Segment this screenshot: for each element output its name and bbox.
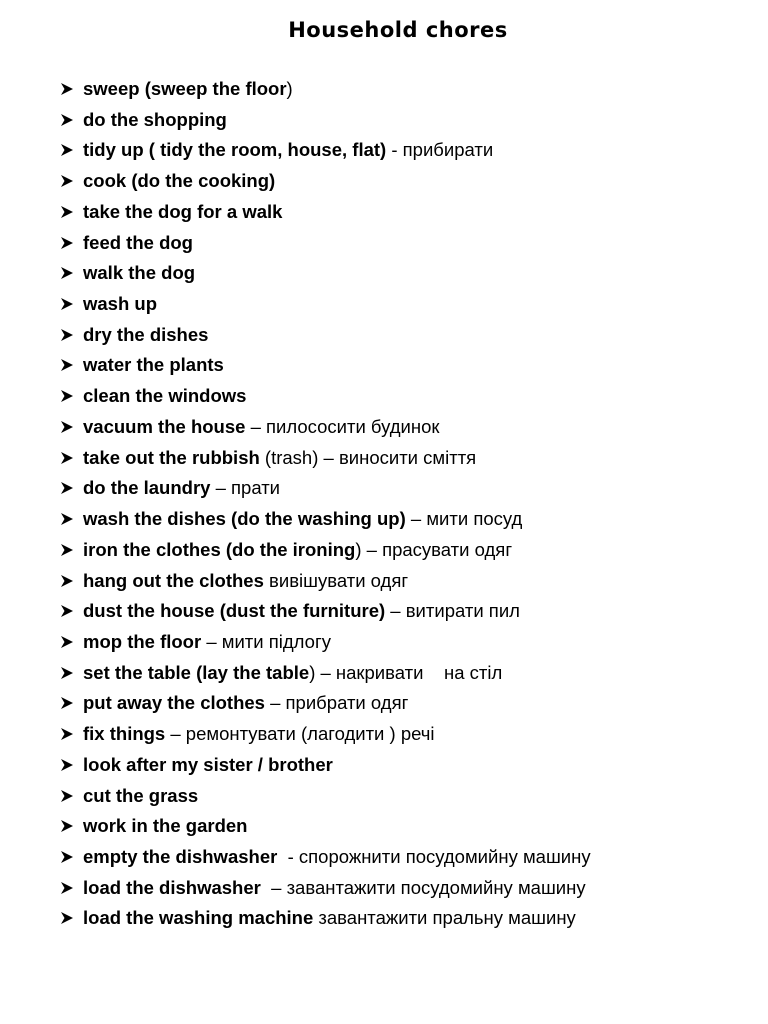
chore-english: wash the dishes (do the washing up) bbox=[83, 508, 406, 530]
chore-translation: ) – накривати на стіл bbox=[309, 661, 503, 683]
chore-english: dust the house (dust the furniture) bbox=[83, 600, 386, 622]
chore-translation: ) – прасувати одяг bbox=[355, 538, 513, 560]
list-item bbox=[60, 105, 760, 136]
chore-translation: – мити підлогу bbox=[201, 630, 331, 652]
arrow-bullet-icon bbox=[60, 911, 74, 925]
list-item bbox=[60, 412, 760, 443]
list-item bbox=[60, 627, 760, 658]
list-item bbox=[60, 166, 760, 197]
chore-english: vacuum the house bbox=[83, 415, 246, 437]
list-item bbox=[60, 873, 760, 904]
list-item bbox=[60, 596, 760, 627]
chore-translation: - прибирати bbox=[386, 139, 494, 161]
arrow-bullet-icon bbox=[60, 758, 74, 772]
chore-english: put away the clothes bbox=[83, 692, 265, 714]
arrow-bullet-icon bbox=[60, 358, 74, 372]
chore-english: load the washing machine bbox=[83, 907, 314, 929]
arrow-bullet-icon bbox=[60, 819, 74, 833]
arrow-bullet-icon bbox=[60, 574, 74, 588]
arrow-bullet-icon bbox=[60, 328, 74, 342]
chore-english: do the laundry bbox=[83, 477, 211, 499]
chore-english: cut the grass bbox=[83, 784, 199, 806]
chore-english: feed the dog bbox=[83, 231, 193, 253]
arrow-bullet-icon bbox=[60, 451, 74, 465]
arrow-bullet-icon bbox=[60, 850, 74, 864]
chore-translation: – прибрати одяг bbox=[264, 692, 409, 714]
chore-english: empty the dishwasher bbox=[83, 845, 278, 867]
chore-translation: – завантажити посудомийну машину bbox=[260, 876, 586, 898]
list-item bbox=[60, 658, 760, 689]
list-item bbox=[60, 811, 760, 842]
list-item bbox=[60, 350, 760, 381]
chore-english: tidy up ( tidy the room, house, flat) bbox=[83, 139, 387, 161]
list-item bbox=[60, 535, 760, 566]
chore-english: hang out the clothes bbox=[83, 569, 264, 591]
chore-english: wash up bbox=[83, 293, 158, 315]
chore-english: set the table (lay the table bbox=[83, 661, 310, 683]
list-item bbox=[60, 903, 760, 934]
chore-translation: вивішувати одяг bbox=[263, 569, 409, 591]
chore-english: iron the clothes (do the ironing bbox=[83, 538, 356, 560]
chore-english: work in the garden bbox=[83, 815, 248, 837]
chore-english: water the plants bbox=[83, 354, 224, 376]
list-item bbox=[60, 688, 760, 719]
arrow-bullet-icon bbox=[60, 236, 74, 250]
list-item bbox=[60, 197, 760, 228]
arrow-bullet-icon bbox=[60, 666, 74, 680]
list-item bbox=[60, 289, 760, 320]
chore-english: walk the dog bbox=[83, 262, 196, 284]
chore-translation: (trash) – виносити сміття bbox=[259, 446, 477, 468]
chore-english: fix things bbox=[83, 723, 166, 745]
list-item bbox=[60, 258, 760, 289]
arrow-bullet-icon bbox=[60, 143, 74, 157]
arrow-bullet-icon bbox=[60, 174, 74, 188]
list-item bbox=[60, 228, 760, 259]
list-item bbox=[60, 381, 760, 412]
chore-translation: – пилососити будинок bbox=[245, 415, 440, 437]
chore-english: look after my sister / brother bbox=[83, 753, 333, 775]
chore-english: load the dishwasher bbox=[83, 876, 261, 898]
arrow-bullet-icon bbox=[60, 881, 74, 895]
list-item bbox=[60, 443, 760, 474]
list-item bbox=[60, 842, 760, 873]
chore-english: sweep (sweep the floor bbox=[83, 78, 287, 99]
chore-english: take the dog for a walk bbox=[83, 200, 283, 222]
list-item bbox=[60, 74, 760, 105]
chore-translation: – прати bbox=[210, 477, 281, 499]
arrow-bullet-icon bbox=[60, 113, 74, 127]
chore-translation: завантажити пральну машину bbox=[313, 907, 576, 929]
arrow-bullet-icon bbox=[60, 297, 74, 311]
arrow-bullet-icon bbox=[60, 696, 74, 710]
arrow-bullet-icon bbox=[60, 789, 74, 803]
arrow-bullet-icon bbox=[60, 82, 74, 96]
chore-english: mop the floor bbox=[83, 630, 202, 652]
arrow-bullet-icon bbox=[60, 266, 74, 280]
list-item bbox=[60, 504, 760, 535]
chore-translation: – мити посуд bbox=[405, 508, 523, 530]
list-item bbox=[60, 781, 760, 812]
chore-list bbox=[60, 74, 760, 934]
arrow-bullet-icon bbox=[60, 389, 74, 403]
list-item bbox=[60, 719, 760, 750]
list-item bbox=[60, 566, 760, 597]
list-item bbox=[60, 135, 760, 166]
arrow-bullet-icon bbox=[60, 420, 74, 434]
chore-translation: – ремонтувати (лагодити ) речі bbox=[165, 723, 435, 745]
chore-english: dry the dishes bbox=[83, 323, 209, 345]
chore-translation: ) bbox=[286, 78, 293, 99]
arrow-bullet-icon bbox=[60, 512, 74, 526]
arrow-bullet-icon bbox=[60, 543, 74, 557]
arrow-bullet-icon bbox=[60, 604, 74, 618]
chore-english: clean the windows bbox=[83, 385, 247, 407]
chore-english: cook (do the cooking) bbox=[83, 170, 276, 192]
chore-english: do the shopping bbox=[83, 108, 227, 130]
list-item bbox=[60, 320, 760, 351]
arrow-bullet-icon bbox=[60, 635, 74, 649]
chore-translation: - спорожнити посудомийну машину bbox=[277, 845, 591, 867]
arrow-bullet-icon bbox=[60, 205, 74, 219]
chore-translation: – витирати пил bbox=[385, 600, 520, 622]
list-item bbox=[60, 473, 760, 504]
arrow-bullet-icon bbox=[60, 481, 74, 495]
page-title: Household chores bbox=[288, 18, 508, 42]
list-item bbox=[60, 750, 760, 781]
chore-english: take out the rubbish bbox=[83, 446, 260, 468]
arrow-bullet-icon bbox=[60, 727, 74, 741]
